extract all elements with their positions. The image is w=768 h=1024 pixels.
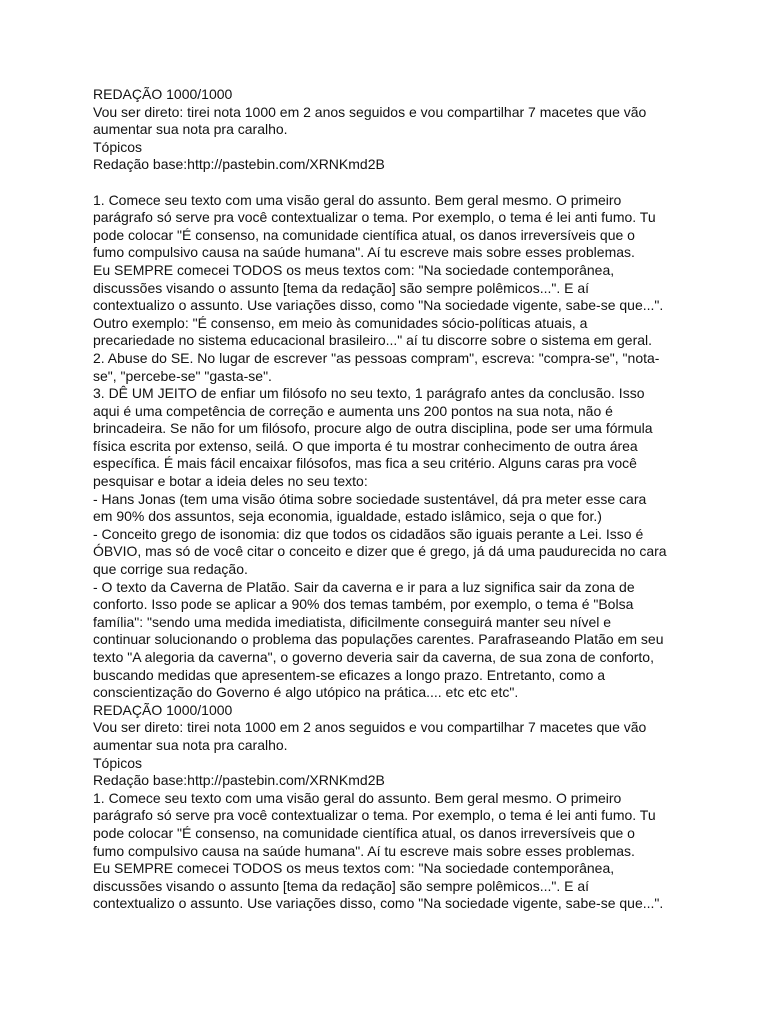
text-line: Eu SEMPRE comecei TODOS os meus textos com: "Na sociedade contemporânea, [93,860,615,877]
text-line: conforto. Isso pode se aplicar a 90% dos temas também, por exemplo, o tema é "Bolsa [93,596,634,613]
text-line: fumo compulsivo causa na saúde humana". Aí tu escreve mais sobre esses problemas. [93,842,635,859]
text-line: 1. Comece seu texto com uma visão geral do assunto. Bem geral mesmo. O primeiro [93,789,622,806]
text-line: Eu SEMPRE comecei TODOS os meus textos com: "Na sociedade contemporânea, [93,261,615,278]
text-line: pode colocar "É consenso, na comunidade científica atual, os danos irreversíveis que o [93,824,635,841]
text-line: Vou ser direto: tirei nota 1000 em 2 anos seguidos e vou compartilhar 7 macetes que vão [93,719,647,736]
text-line: - O texto da Caverna de Platão. Sair da caverna e ir para a luz significa sair da zona de [93,578,635,595]
text-line: brincadeira. Se não for um filósofo, procure algo de outra disciplina, pode ser uma fórmula [93,420,653,437]
text-line: contextualizo o assunto. Use variações disso, como "Na sociedade vigente, sabe-se que...". [93,895,664,912]
text-line: família": "sendo uma medida imediatista, dificilmente conseguirá manter seu nível e [93,613,612,630]
text-line: ÓBVIO, mas só de você citar o conceito e dizer que é grego, já dá uma paudurecida no cara [93,543,667,560]
text-line: parágrafo só serve pra você contextualizar o tema. Por exemplo, o tema é lei anti fumo. Tu [93,807,656,824]
text-line: em 90% dos assuntos, seja economia, igualdade, estado islâmico, seja o que for.) [93,508,602,525]
document-title: REDAÇÃO 1000/1000 [93,86,233,102]
text-line: Tópicos [93,138,143,155]
text-line: 2. Abuse do SE. No lugar de escrever "as pessoas compram", escreva: "compra-se", "nota- [93,349,660,366]
text-line: Redação base:http://pastebin.com/XRNKmd2B [93,156,385,173]
text-line: aumentar sua nota pra caralho. [93,736,288,753]
text-line: - Hans Jonas (tem uma visão ótima sobre sociedade sustentável, dá pra meter esse cara [93,490,647,507]
text-line: que corrige sua redação. [93,561,248,578]
text-line: fumo compulsivo causa na saúde humana". Aí tu escreve mais sobre esses problemas. [93,244,635,261]
text-line: discussões visando o assunto [tema da redação] são sempre polêmicos...". E aí [93,877,590,894]
text-line: Vou ser direto: tirei nota 1000 em 2 anos seguidos e vou compartilhar 7 macetes que vão [93,103,647,120]
document-body [93,192,693,913]
text-line: se", "percebe-se" "gasta-se". [93,367,272,384]
text-line: Outro exemplo: "É consenso, em meio às comunidades sócio-políticas atuais, a [93,314,588,331]
text-line: contextualizo o assunto. Use variações disso, como "Na sociedade vigente, sabe-se que...". [93,297,664,314]
text-line: pesquisar e botar a ideia deles no seu texto: [93,473,368,490]
text-line: aqui é uma competência de correção e aumenta uns 200 pontos na sua nota, não é [93,402,613,419]
text-line: continuar solucionando o problema das populações carentes. Parafraseando Platão em seu [93,631,664,648]
text-line: 1. Comece seu texto com uma visão geral do assunto. Bem geral mesmo. O primeiro [93,191,622,208]
text-line: REDAÇÃO 1000/1000 [93,701,233,718]
text-line: discussões visando o assunto [tema da redação] são sempre polêmicos...". E aí [93,279,590,296]
text-line: - Conceito grego de isonomia: diz que todos os cidadãos são iguais perante a Lei. Isso é [93,525,644,542]
text-line: Redação base:http://pastebin.com/XRNKmd2B [93,772,385,789]
text-line: buscando medidas que apresentem-se eficazes a longo prazo. Entretanto, como a [93,666,606,683]
text-line: Tópicos [93,754,143,771]
text-line: específica. É mais fácil encaixar filósofos, mas fica a seu critério. Alguns caras pra você [93,455,637,472]
text-line: aumentar sua nota pra caralho. [93,121,288,138]
text-line: parágrafo só serve pra você contextualizar o tema. Por exemplo, o tema é lei anti fumo. Tu [93,209,656,226]
text-line: física escrita por extenso, seilá. O que importa é tu mostrar conhecimento de outra área [93,437,638,454]
text-line: texto "A alegoria da caverna", o governo deveria sair da caverna, de sua zona de conforto, [93,649,654,665]
text-line: conscientização do Governo é algo utópico na prática.... etc etc etc". [93,684,519,701]
text-line: pode colocar "É consenso, na comunidade científica atual, os danos irreversíveis que o [93,226,635,243]
text-line: 3. DÊ UM JEITO de enfiar um filósofo no seu texto, 1 parágrafo antes da conclusão. Isso [93,385,645,402]
document-text [93,86,693,913]
text-line: precariedade no sistema educacional brasileiro..." aí tu discorre sobre o sistema em geral. [93,332,653,349]
paragraph-gap [93,174,693,192]
